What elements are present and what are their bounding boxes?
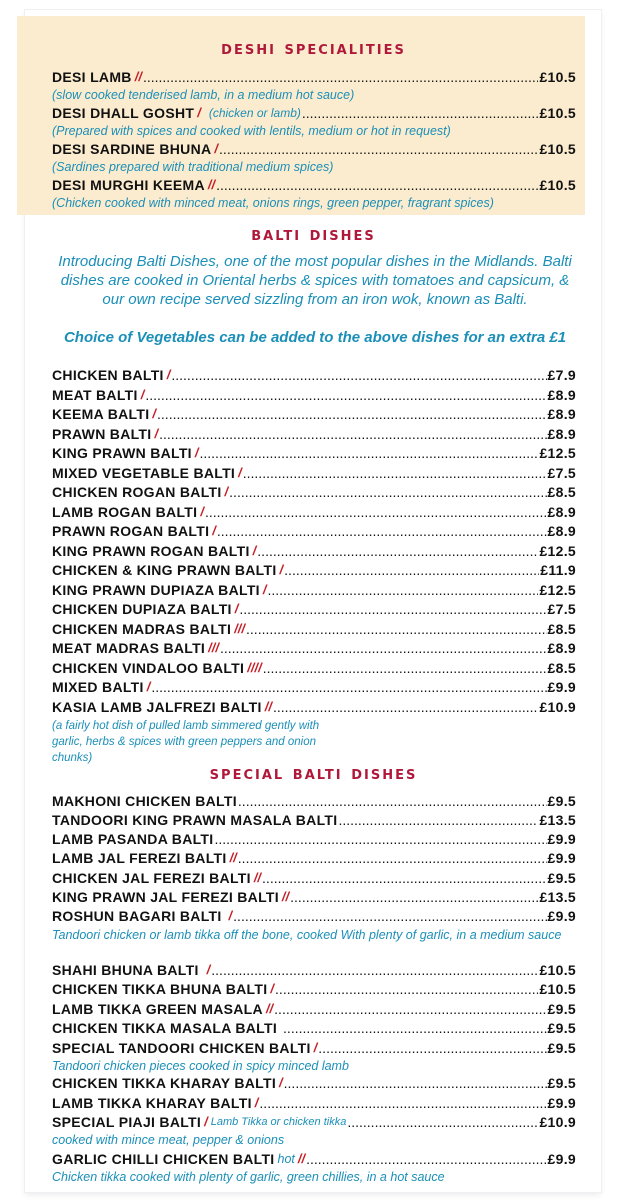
item-name: KING PRAWN BALTI (52, 445, 192, 461)
menu-item (52, 502, 576, 522)
menu-item (52, 1112, 576, 1132)
chili-icon: / (146, 679, 151, 694)
item-name: CHICKEN & KING PRAWN BALTI (52, 562, 277, 578)
chili-icon: / (166, 367, 171, 382)
menu-item (52, 443, 576, 463)
leader-dots (205, 502, 547, 522)
chili-icon: / (279, 1075, 283, 1090)
item-price: £10.5 (539, 69, 576, 85)
chili-icon: / (212, 523, 216, 538)
special-balti-heading: special balti dishes (209, 762, 418, 784)
item-price: £11.9 (540, 562, 576, 578)
item-name: MAKHONI CHICKEN BALTI (52, 793, 237, 809)
menu-item (52, 1073, 576, 1093)
leader-dots (211, 960, 538, 980)
deshi-heading: deshi specialities (221, 37, 406, 59)
item-price: £8.9 (547, 386, 576, 403)
leader-dots (229, 482, 546, 502)
item-description: (slow cooked tenderised lamb, in a medium hot sauce) (52, 88, 355, 102)
item-name: DESI SARDINE BHUNA (52, 141, 212, 157)
item-price: £7.9 (547, 367, 576, 383)
item-price: £10.5 (539, 177, 576, 193)
chili-icon: / (252, 542, 257, 558)
leader-dots (238, 791, 547, 811)
item-name: MIXED VEGETABLE BALTI (52, 464, 236, 481)
item-name: CHICKEN VINDALOO BALTI (52, 659, 245, 676)
leader-dots (214, 829, 546, 849)
item-name: PRAWN ROGAN BALTI (52, 523, 210, 539)
menu-item (52, 1093, 576, 1113)
menu-item (52, 810, 576, 830)
chili-icon: /// (208, 640, 219, 655)
menu-item (52, 887, 576, 907)
balti-extra-note: Choice of Vegetables can be added to the above dishes for an extra £1 (63, 329, 567, 346)
menu-item (52, 906, 576, 926)
item-name: KING PRAWN JAL FEREZI BALTI (52, 889, 279, 905)
item-price: £9.5 (547, 793, 576, 809)
menu-item (52, 560, 576, 580)
item-description: Tandoori chicken or lamb tikka off the bone, cooked With plenty of garlic, in a medium sauce (52, 928, 562, 942)
item-price: £9.9 (547, 1151, 576, 1167)
leader-dots (157, 404, 547, 424)
item-price: £7.5 (547, 464, 576, 481)
item-name: KING PRAWN DUPIAZA BALTI (52, 581, 260, 598)
leader-dots (243, 463, 547, 483)
chili-icon: / (228, 908, 233, 923)
menu-item (52, 463, 576, 483)
leader-dots (217, 521, 547, 541)
leader-dots (233, 906, 546, 926)
item-note: (chicken or lamb) (208, 106, 301, 120)
item-name: DESI DHALL GOSHT (52, 105, 195, 121)
chili-icon: / (194, 445, 199, 460)
leader-dots (238, 848, 547, 868)
menu-item (52, 677, 576, 697)
item-price: £12.5 (539, 445, 576, 461)
chili-icon: / (270, 981, 275, 996)
item-name: KEEMA BALTI (52, 406, 150, 422)
item-price: £8.5 (547, 659, 576, 676)
menu-item (52, 404, 576, 424)
menu-item (52, 1018, 576, 1038)
item-price: £8.9 (547, 406, 576, 422)
menu-item (52, 848, 576, 868)
leader-dots (143, 67, 539, 87)
leader-dots (239, 599, 546, 619)
item-name: PRAWN BALTI (52, 425, 152, 442)
menu-item-desi-murghi-keema (52, 175, 576, 195)
item-price: £9.9 (547, 850, 576, 866)
item-name: CHICKEN JAL FEREZI BALTI (52, 870, 251, 886)
chili-icon: // (134, 69, 142, 84)
leader-dots (171, 365, 546, 385)
item-price: £9.5 (547, 1001, 576, 1017)
leader-dots (274, 999, 546, 1019)
leader-dots (347, 1112, 538, 1132)
menu-item-desi-dhall-gosht (52, 103, 576, 123)
item-note: hot (277, 1152, 295, 1166)
chili-icon: / (197, 105, 201, 120)
item-price: £12.5 (539, 542, 576, 559)
menu-item (52, 868, 576, 888)
item-price: £10.5 (539, 105, 576, 121)
item-name: MEAT MADRAS BALTI (52, 640, 206, 656)
menu-item (52, 482, 576, 502)
item-name: CHICKEN MADRAS BALTI (52, 620, 232, 637)
item-price: £13.5 (539, 889, 576, 905)
item-price: £8.9 (547, 640, 576, 656)
item-price: £10.5 (539, 962, 576, 978)
leader-dots (284, 560, 539, 580)
item-price: £9.9 (547, 908, 576, 924)
menu-item (52, 979, 576, 999)
chili-icon: //// (247, 659, 262, 675)
item-name: GARLIC CHILLI CHICKEN BALTI (52, 1151, 275, 1167)
item-description: Chicken tikka cooked with plenty of garlic, green chillies, in a hot sauce (52, 1170, 445, 1184)
item-description: (Chicken cooked with minced meat, onions rings, green pepper, fragrant spices) (52, 196, 494, 210)
leader-dots (259, 1093, 546, 1113)
menu-item (52, 829, 576, 849)
item-price: £8.9 (547, 503, 576, 520)
menu-item (52, 1149, 576, 1169)
item-name: DESI MURGHI KEEMA (52, 177, 205, 193)
item-price: £9.5 (547, 870, 576, 886)
chili-icon: // (297, 1151, 306, 1166)
leader-dots (200, 443, 539, 463)
chili-icon: / (140, 386, 145, 402)
leader-dots (257, 541, 538, 561)
item-description: Tandoori chicken pieces cooked in spicy minced lamb (52, 1059, 349, 1073)
leader-dots (318, 1038, 546, 1058)
item-name: LAMB TIKKA GREEN MASALA (52, 1001, 263, 1017)
menu-item (52, 365, 576, 385)
item-name: LAMB PASANDA BALTI (52, 831, 214, 847)
item-description: (Sardines prepared with traditional medium spices) (52, 160, 334, 174)
item-price: £8.9 (547, 523, 576, 539)
menu-item (52, 697, 576, 717)
item-name: ROSHUN BAGARI BALTI (52, 908, 222, 924)
item-price: £12.5 (539, 581, 576, 598)
menu-item-desi-lamb (52, 67, 576, 87)
menu-item-desi-sardine-bhuna (52, 139, 576, 159)
chili-icon: // (264, 698, 272, 714)
chili-icon: / (152, 406, 157, 421)
item-name: CHICKEN DUPIAZA BALTI (52, 601, 232, 617)
chili-icon: /// (234, 620, 246, 636)
menu-item (52, 638, 576, 658)
item-price: £10.5 (539, 141, 576, 157)
chili-icon: / (214, 141, 219, 156)
item-price: £9.5 (547, 1040, 576, 1056)
item-price: £9.9 (547, 831, 576, 847)
balti-intro: Introducing Balti Dishes, one of the most popular dishes in the Midlands. Balti dishes are cooked in Oriental herbs & spices with tomatoes and capsicum, & our own recipe served sizzling from an iron wok, known as Balti. (58, 253, 572, 308)
item-name: LAMB TIKKA KHARAY BALTI (52, 1095, 252, 1111)
item-name: MEAT BALTI (52, 386, 138, 403)
chili-icon: / (154, 425, 159, 441)
item-description: (Prepared with spices and cooked with lentils, medium or hot in request) (52, 124, 451, 138)
leader-dots (302, 103, 539, 123)
item-name: CHICKEN TIKKA MASALA BALTI (52, 1020, 278, 1036)
leader-dots (219, 139, 538, 159)
item-price: £7.5 (547, 601, 576, 617)
chili-icon: / (234, 601, 239, 616)
item-name: MIXED BALTI (52, 679, 144, 695)
leader-dots (159, 424, 546, 444)
item-price: £10.5 (539, 981, 576, 997)
item-name: SPECIAL TANDOORI CHICKEN BALTI (52, 1040, 311, 1056)
item-name: SHAHI BHUNA BALTI (52, 962, 199, 978)
item-name: SPECIAL PIAJI BALTI (52, 1114, 202, 1130)
item-name: CHICKEN ROGAN BALTI (52, 484, 222, 500)
chili-icon: / (206, 962, 211, 977)
menu-item (52, 791, 576, 811)
leader-dots (306, 1149, 546, 1169)
item-name: TANDOORI KING PRAWN MASALA BALTI (52, 812, 338, 828)
chili-icon: / (279, 562, 284, 577)
item-price: £9.9 (547, 1095, 576, 1111)
chili-icon: // (253, 870, 262, 885)
item-note: Lamb Tikka or chicken tikka (210, 1116, 347, 1128)
item-name: KASIA LAMB JALFREZI BALTI (52, 698, 262, 715)
chili-icon: // (281, 889, 290, 904)
menu-item (52, 999, 576, 1019)
leader-dots (275, 979, 538, 999)
menu-item (52, 385, 576, 405)
chili-icon: / (254, 1095, 259, 1110)
chili-icon: / (200, 503, 204, 519)
menu-item (52, 541, 576, 561)
item-description: cooked with mince meat, pepper & onions (52, 1133, 285, 1147)
chili-icon: // (229, 850, 237, 865)
menu-item (52, 1038, 576, 1058)
item-name: KING PRAWN ROGAN BALTI (52, 542, 250, 559)
chili-icon: / (204, 1114, 208, 1129)
leader-dots (284, 1073, 547, 1093)
item-name: CHICKEN BALTI (52, 367, 164, 383)
leader-dots (145, 385, 546, 405)
leader-dots (283, 1018, 547, 1038)
leader-dots (262, 868, 547, 888)
leader-dots (338, 810, 538, 830)
leader-dots (273, 697, 539, 717)
balti-heading: balti dishes (251, 223, 376, 245)
item-price: £9.5 (547, 1020, 576, 1036)
menu-item (52, 580, 576, 600)
item-price: £10.9 (539, 1114, 576, 1130)
item-name: CHICKEN TIKKA KHARAY BALTI (52, 1075, 277, 1091)
menu-item (52, 599, 576, 619)
item-name: DESI LAMB (52, 69, 132, 85)
item-description: (a fairly hot dish of pulled lamb simmered gently with garlic, herbs & spices with green peppers and onion chunks) (52, 720, 320, 764)
chili-icon: / (313, 1040, 318, 1055)
item-price: £8.9 (547, 425, 576, 442)
chili-icon: / (224, 484, 229, 499)
item-name: LAMB ROGAN BALTI (52, 503, 198, 520)
leader-dots (220, 638, 547, 658)
chili-icon: / (262, 581, 267, 597)
item-name: LAMB JAL FEREZI BALTI (52, 850, 227, 866)
item-price: £9.9 (547, 679, 576, 695)
chili-icon: // (265, 1001, 274, 1016)
item-price: £8.5 (547, 620, 576, 637)
menu-item (52, 521, 576, 541)
menu-item (52, 960, 576, 980)
menu-item (52, 619, 576, 639)
item-price: £10.9 (539, 698, 576, 715)
item-name: CHICKEN TIKKA BHUNA BALTI (52, 981, 268, 997)
item-price: £8.5 (547, 484, 576, 500)
menu-item (52, 658, 576, 678)
leader-dots (216, 175, 538, 195)
menu-item (52, 424, 576, 444)
leader-dots (267, 580, 538, 600)
leader-dots (290, 887, 538, 907)
chili-icon: / (238, 464, 242, 480)
leader-dots (246, 619, 547, 639)
leader-dots (263, 658, 547, 678)
item-price: £13.5 (539, 812, 576, 828)
leader-dots (151, 677, 546, 697)
chili-icon: // (207, 177, 216, 192)
item-price: £9.5 (547, 1075, 576, 1091)
